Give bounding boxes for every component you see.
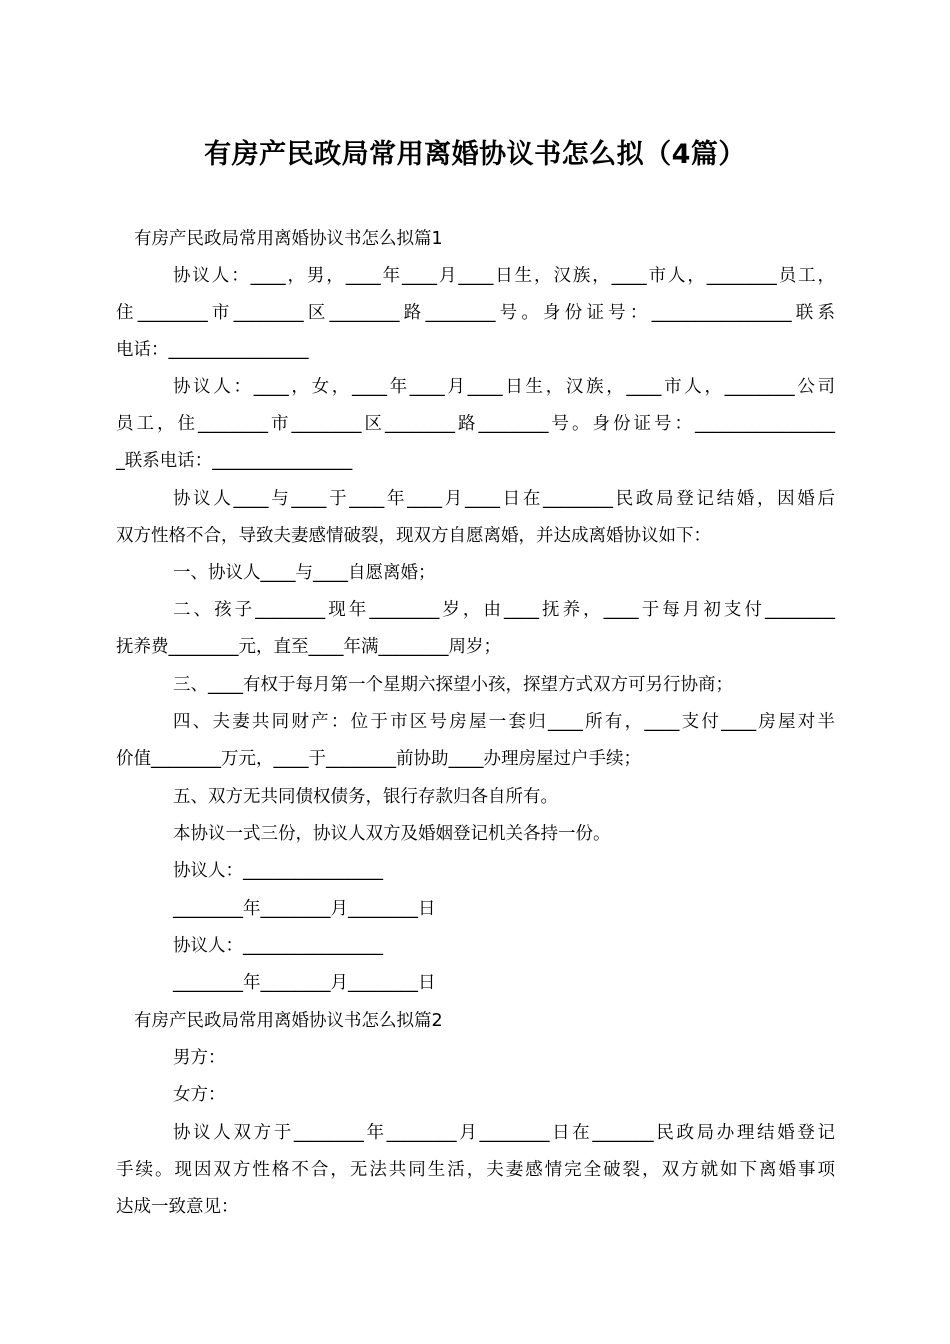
signature-line: 协议人：________________ — [173, 861, 383, 881]
clause-item: 三、____有权于每月第一个星期六探望小孩，探望方式双方可另行协商； — [173, 675, 733, 695]
paragraph-line: 本协议一式三份，协议人双方及婚姻登记机关各持一份。 — [173, 824, 611, 844]
section-heading: 有房产民政局常用离婚协议书怎么拟篇2 — [134, 1011, 443, 1031]
document-title: 有房产民政局常用离婚协议书怎么拟（4篇） — [204, 139, 746, 170]
date-line: ________年________月________日 — [173, 973, 436, 993]
section-heading: 有房产民政局常用离婚协议书怎么拟篇1 — [134, 229, 443, 249]
paragraph-line: 达成一致意见： — [116, 1197, 239, 1217]
paragraph-line: _联系电话：________________ — [116, 451, 353, 471]
paragraph-line: 电话：________________ — [116, 340, 309, 360]
paragraph-line: 手续。现因双方性格不合，无法共同生活，夫妻感情完全破裂，双方就如下离婚事项 — [116, 1160, 835, 1180]
clause-item: 五、双方无共同债权债务，银行存款归各自所有。 — [173, 787, 558, 807]
signature-line: 协议人：________________ — [173, 936, 383, 956]
paragraph-line: 员工，住________市________区________路________号。身份证号：________________ — [116, 414, 835, 434]
clause-item: 价值________万元，____于________前协助____办理房屋过户手续； — [116, 749, 641, 769]
clause-item: 四、夫妻共同财产：位于市区号房屋一套归____所有，____支付____房屋对半 — [173, 712, 835, 732]
clause-item: 一、协议人____与____自愿离婚； — [173, 563, 436, 583]
paragraph-line: 协议人：____，女，____年____月____日生，汉族，____市人，________公司 — [173, 377, 835, 397]
paragraph-line: 协议人双方于________年________月________日在_______民政局办理结婚登记 — [173, 1123, 835, 1143]
paragraph-line: 住________市________区________路________号。身份证号：________________联系 — [116, 303, 835, 323]
paragraph-line: 协议人____与____于____年____月____日在________民政局登记结婚，因婚后 — [173, 489, 835, 509]
clause-item: 二、孩子________现年________岁，由____抚养，____于每月初支付________ — [173, 600, 835, 620]
party-line: 女方： — [173, 1085, 226, 1105]
party-line: 男方： — [173, 1048, 226, 1068]
paragraph-line: 双方性格不合，导致夫妻感情破裂，现双方自愿离婚，并达成离婚协议如下： — [116, 526, 711, 546]
date-line: ________年________月________日 — [173, 899, 436, 919]
paragraph-line: 协议人：____，男，____年____月____日生，汉族，____市人，________员工， — [173, 266, 835, 286]
clause-item: 抚养费________元，直至____年满________周岁； — [116, 637, 501, 657]
